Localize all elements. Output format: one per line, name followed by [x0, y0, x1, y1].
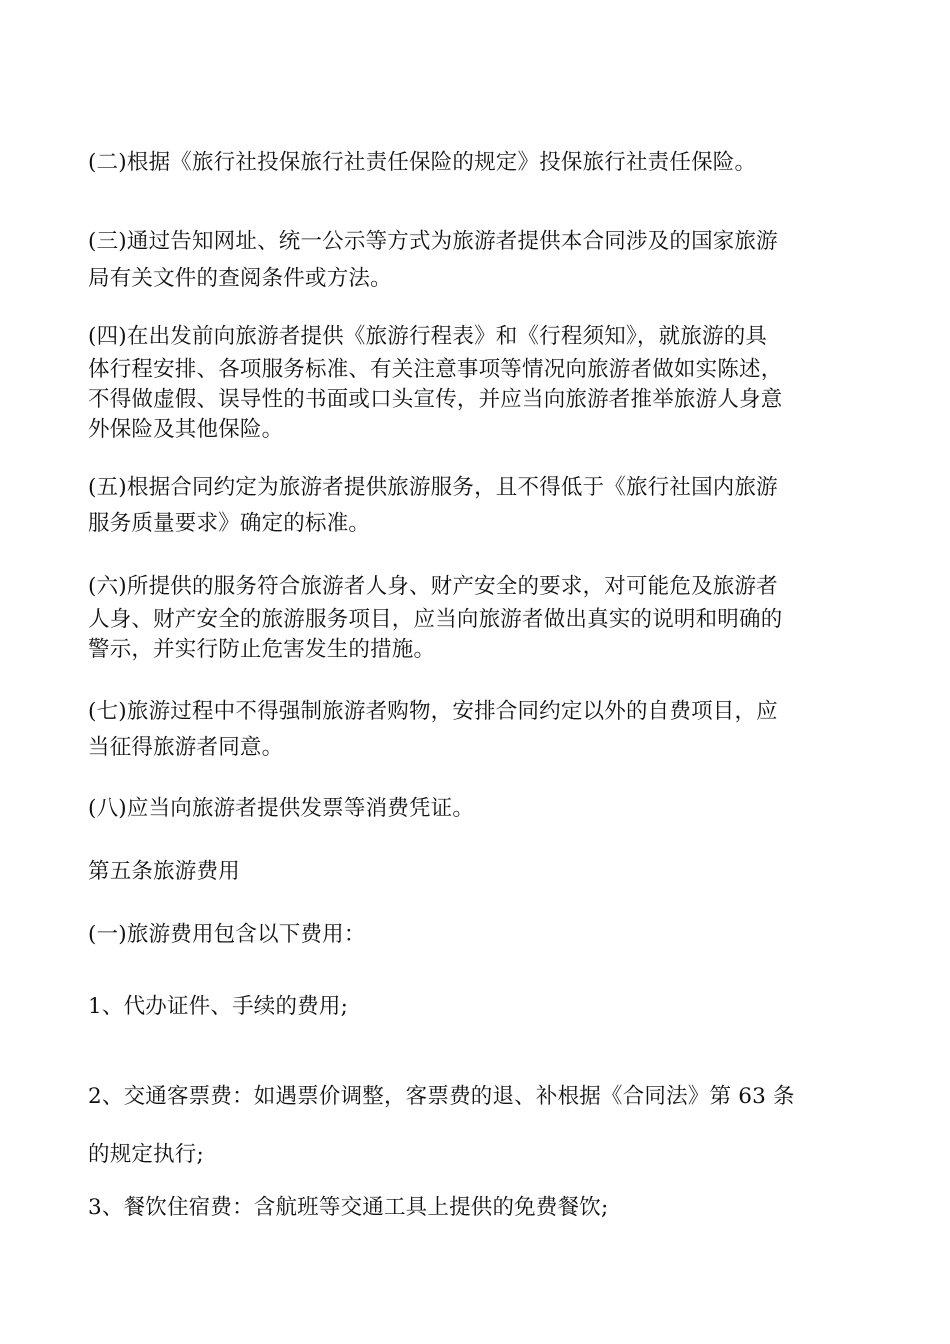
paragraph-fees-include	[88, 920, 868, 950]
text-line: 局有关文件的查阅条件或方法。	[88, 266, 392, 291]
paragraph-service-standard	[88, 470, 868, 542]
text-line: (一)旅游费用包含以下费用：	[88, 922, 366, 947]
text-line: 3、餐饮住宿费：含航班等交通工具上提供的免费餐饮;	[88, 1195, 609, 1220]
list-item-meals-lodging	[88, 1193, 868, 1223]
paragraph-itinerary-info	[88, 318, 868, 445]
text-line: (八)应当向旅游者提供发票等消费凭证。	[88, 796, 475, 821]
text-line: 人身、财产安全的旅游服务项目，应当向旅游者做出真实的说明和明确的	[88, 607, 783, 632]
text-line: 外保险及其他保险。	[88, 417, 284, 442]
text-line: (二)根据《旅行社投保旅行社责任保险的规定》投保旅行社责任保险。	[88, 150, 757, 175]
text-line: (七)旅游过程中不得强制旅游者购物，安排合同约定以外的自费项目，应	[88, 699, 778, 724]
list-item-document-fees	[88, 992, 868, 1022]
text-line: 2、交通客票费：如遇票价调整，客票费的退、补根据《合同法》第 63 条	[88, 1084, 795, 1109]
paragraph-no-forced-shopping	[88, 694, 868, 766]
text-line: (六)所提供的服务符合旅游者人身、财产安全的要求，对可能危及旅游者	[88, 574, 778, 599]
text-line: 1、代办证件、手续的费用;	[88, 994, 349, 1019]
section-heading-travel-fees	[88, 857, 868, 887]
text-line: (五)根据合同约定为旅游者提供旅游服务，且不得低于《旅行社国内旅游	[88, 475, 778, 500]
paragraph-document-access	[88, 223, 868, 297]
text-line: 体行程安排、各项服务标准、有关注意事项等情况向旅游者做如实陈述，	[88, 357, 783, 382]
paragraph-safety	[88, 568, 868, 665]
text-line: 第五条旅游费用	[88, 859, 240, 884]
list-item-transport-fees	[88, 1068, 868, 1184]
text-line: 不得做虚假、误导性的书面或口头宣传，并应当向旅游者推举旅游人身意	[88, 387, 783, 412]
text-line: 当征得旅游者同意。	[88, 735, 284, 760]
paragraph-liability-insurance	[88, 148, 868, 178]
text-line: 的规定执行;	[88, 1142, 204, 1167]
paragraph-receipts	[88, 794, 868, 824]
text-line: (四)在出发前向旅游者提供《旅游行程表》和《行程须知》，就旅游的具	[88, 324, 768, 349]
text-line: 警示，并实行防止危害发生的措施。	[88, 637, 436, 662]
text-line: (三)通过告知网址、统一公示等方式为旅游者提供本合同涉及的国家旅游	[88, 229, 778, 254]
text-line: 服务质量要求》确定的标准。	[88, 511, 371, 536]
